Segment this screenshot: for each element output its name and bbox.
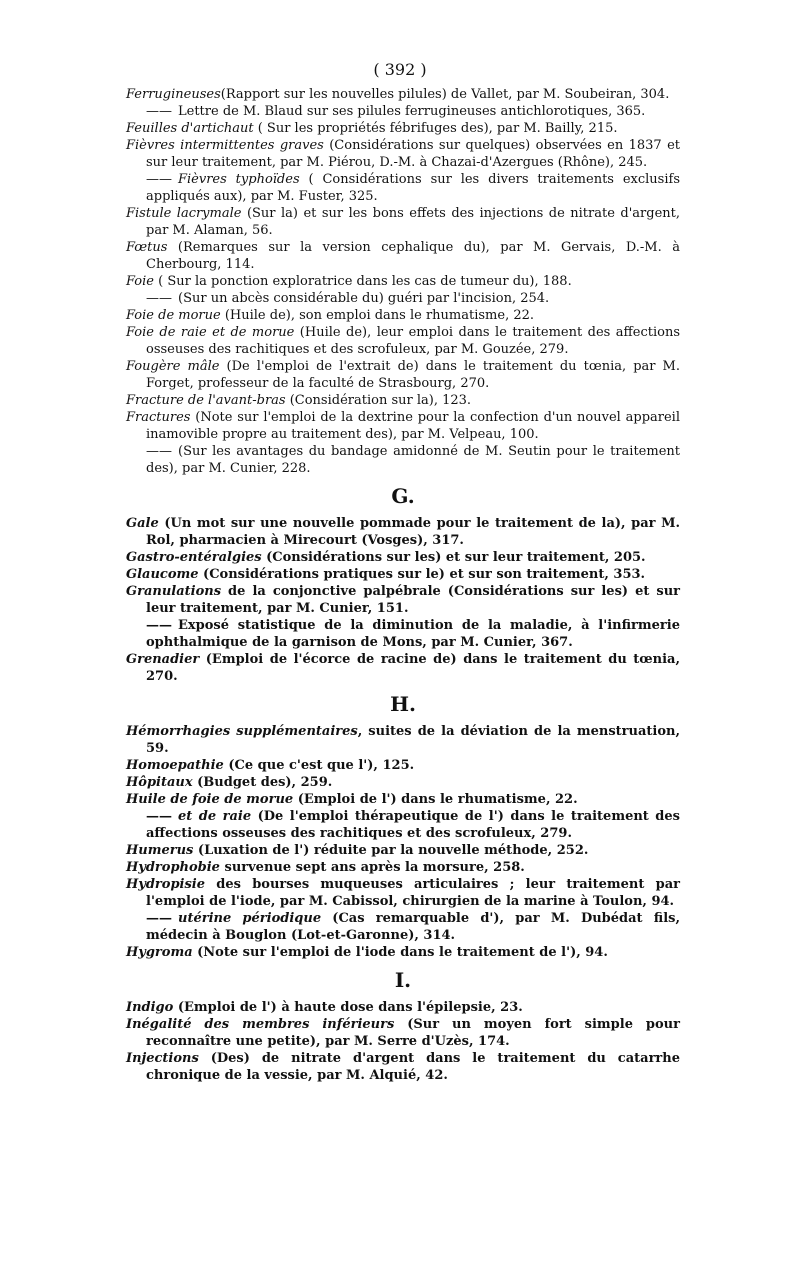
index-entry [126, 723, 680, 757]
index-entry [126, 774, 680, 791]
index-entry [126, 944, 680, 961]
index-subentry [126, 910, 680, 944]
entry-text: , suites de la déviation de la menstruation, 59. [146, 724, 681, 756]
entry-text: (Luxation de l') réduite par la nouvelle méthode, 252. [193, 843, 589, 858]
entry-text: ( Sur les propriétés fébrifuges des), par M. Bailly, 215. [253, 121, 618, 136]
index-subentry [126, 290, 680, 307]
index-entry [126, 273, 680, 290]
entry-text: (Emploi de l') à haute dose dans l'épilepsie, 23. [173, 1000, 523, 1015]
entry-text: (Considérations sur quelques) observées en 1837 et sur leur traitement, par M. Piérou, D.-M. à Chazai-d'Azergues (Rhône), 245. [146, 138, 680, 170]
entry-headword: Injections [126, 1051, 199, 1066]
entry-text: (De l'emploi de l'extrait de) dans le traitement du tœnia, par M. Forget, professeur de la faculté de Strasbourg, 270. [146, 359, 681, 391]
entry-text: Lettre de M. Blaud sur ses pilules ferrugineuses antichlorotiques, 365. [178, 104, 646, 119]
index-section [126, 693, 680, 961]
entry-text: (De l'emploi thérapeutique de l') dans le traitement des affections osseuses des rachitiques et des scrofuleux, 279. [146, 809, 680, 841]
entry-text: (Considération sur la), 123. [285, 393, 472, 408]
subentry-headword: utérine périodique [178, 911, 322, 926]
section-letter: I. [394, 968, 412, 992]
entry-headword: Hôpitaux [126, 775, 193, 790]
entry-text: (Sur un moyen fort simple pour reconnaître une petite), par M. Serre d'Uzès, 174. [146, 1017, 680, 1049]
entry-headword: Foie de morue [126, 308, 221, 323]
index-entry [126, 307, 680, 324]
entry-headword: Hydropisie [126, 877, 206, 892]
entry-text: (Emploi de l'écorce de racine de) dans le traitement du tœnia, 270. [146, 652, 680, 684]
index-section [126, 86, 680, 477]
entry-text: (Un mot sur une nouvelle pommade pour le traitement de la), par M. Rol, pharmacien à Mirecourt (Vosges), 317. [146, 516, 680, 548]
index-subentry [126, 617, 680, 651]
index-subentry [126, 443, 680, 477]
entry-text: (Ce que c'est que l'), 125. [223, 758, 415, 773]
entry-text: (Huile de), son emploi dans le rhumatisme, 22. [220, 308, 535, 323]
entry-headword: Fœtus [126, 240, 168, 255]
repeat-dash: —— [146, 618, 172, 633]
entry-headword: Gale [126, 516, 159, 531]
index-entry [126, 651, 680, 685]
index-entry [126, 409, 680, 443]
subentry-headword: Fièvres typhoïdes [178, 172, 300, 187]
entry-text: (Remarques sur la version cephalique du), par M. Gervais, D.-M. à Cherbourg, 114. [146, 240, 680, 272]
index-entry [126, 549, 680, 566]
entry-headword: Fièvres intermittentes graves [126, 138, 324, 153]
index-entry [126, 86, 680, 103]
section-letter: G. [391, 484, 415, 508]
entry-headword: Ferrugineuses [126, 87, 221, 102]
index-entry [126, 566, 680, 583]
entry-headword: Feuilles d'artichaut [126, 121, 254, 136]
index-entry [126, 137, 680, 171]
entry-headword: Gastro-entéralgies [126, 550, 262, 565]
entry-text: (Considérations pratiques sur le) et sur son traitement, 353. [198, 567, 646, 582]
entry-text: (Note sur l'emploi de l'iode dans le traitement de l'), 94. [192, 945, 608, 960]
entry-text: (Sur un abcès considérable du) guéri par l'incision, 254. [178, 291, 550, 306]
index-entry [126, 757, 680, 774]
subentry-headword: et de raie [178, 809, 252, 824]
index-entry [126, 324, 680, 358]
index-entry [126, 1016, 680, 1050]
entry-text: (Note sur l'emploi de la dextrine pour la confection d'un nouvel appareil inamovible propre au traitement des), par M. Velpeau, 100. [146, 410, 680, 442]
entry-headword: Fractures [126, 410, 191, 425]
section-letter: H. [390, 692, 416, 716]
entry-headword: Foie [126, 274, 154, 289]
index-entry [126, 120, 680, 137]
index-entry [126, 239, 680, 273]
index-entry [126, 842, 680, 859]
entry-headword: Hydrophobie [126, 860, 220, 875]
entry-text: survenue sept ans après la morsure, 258. [219, 860, 525, 875]
entry-text: (Cas remarquable d'), par M. Dubédat fils, médecin à Bouglon (Lot-et-Garonne), 314. [146, 911, 680, 943]
entry-headword: Fistule lacrymale [126, 206, 242, 221]
index-entry [126, 876, 680, 910]
repeat-dash: —— [146, 291, 172, 306]
index-entry [126, 999, 680, 1016]
index-entry [126, 791, 680, 808]
entry-text: (Sur la) et sur les bons effets des injections de nitrate d'argent, par M. Alaman, 56. [146, 206, 680, 238]
index-entry [126, 859, 680, 876]
entry-text: (Huile de), leur emploi dans le traitement des affections osseuses des rachitiques et des scrofuleux, par M. Gouzée, 279. [146, 325, 680, 357]
entry-text: (Rapport sur les nouvelles pilules) de Vallet, par M. Soubeiran, 304. [220, 87, 670, 102]
repeat-dash: —— [146, 172, 172, 187]
index-entry [126, 392, 680, 409]
entry-headword: Huile de foie de morue [126, 792, 294, 807]
index-subentry [126, 808, 680, 842]
entry-headword: Hygroma [126, 945, 193, 960]
entry-text: (Des) de nitrate d'argent dans le traitement du catarrhe chronique de la vessie, par M. Alquié, 42. [146, 1051, 680, 1083]
entry-headword: Hémorrhagies supplémentaires [126, 724, 358, 739]
index-subentry [126, 103, 680, 120]
entry-headword: Fracture de l'avant-bras [126, 393, 286, 408]
entry-text: (Budget des), 259. [192, 775, 333, 790]
index-subentry [126, 171, 680, 205]
index-entry [126, 1050, 680, 1084]
repeat-dash: —— [146, 104, 172, 119]
entry-headword: Glaucome [126, 567, 199, 582]
index-entry [126, 515, 680, 549]
index-section [126, 485, 680, 685]
entry-headword: Foie de raie et de morue [126, 325, 295, 340]
entry-text: ( Sur la ponction exploratrice dans les cas de tumeur du), 188. [154, 274, 572, 289]
entry-headword: Fougère mâle [126, 359, 220, 374]
entry-headword: Homoepathie [126, 758, 224, 773]
index-entry [126, 358, 680, 392]
repeat-dash: —— [146, 444, 172, 459]
entry-headword: Inégalité des membres inférieurs [126, 1017, 395, 1032]
entry-text: des bourses muqueuses articulaires ; leur traitement par l'emploi de l'iode, par M. Cabissol, chirurgien de la marine à Toulon, 94. [146, 877, 680, 909]
entry-text: Exposé statistique de la diminution de la maladie, à l'infirmerie ophthalmique de la garnison de Mons, par M. Cunier, 367. [146, 618, 680, 650]
entry-text: de la conjonctive palpébrale (Considérations sur les) et sur leur traitement, par M. Cunier, 151. [146, 584, 680, 616]
entry-headword: Indigo [126, 1000, 174, 1015]
entry-headword: Humerus [126, 843, 194, 858]
entry-text: (Considérations sur les) et sur leur traitement, 205. [261, 550, 646, 565]
entry-text: ( Considérations sur les divers traitements exclusifs appliqués aux), par M. Fuster, 325. [146, 172, 680, 204]
index-content [126, 86, 680, 1084]
index-entry [126, 205, 680, 239]
index-entry [126, 583, 680, 617]
repeat-dash: —— [146, 911, 172, 926]
index-section [126, 969, 680, 1084]
repeat-dash: —— [146, 809, 172, 824]
entry-text: (Emploi de l') dans le rhumatisme, 22. [293, 792, 578, 807]
entry-headword: Granulations [126, 584, 222, 599]
page-number: ( 392 ) [373, 60, 427, 79]
entry-text: (Sur les avantages du bandage amidonné de M. Seutin pour le traitement des), par M. Cunier, 228. [146, 444, 680, 476]
entry-headword: Grenadier [126, 652, 200, 667]
